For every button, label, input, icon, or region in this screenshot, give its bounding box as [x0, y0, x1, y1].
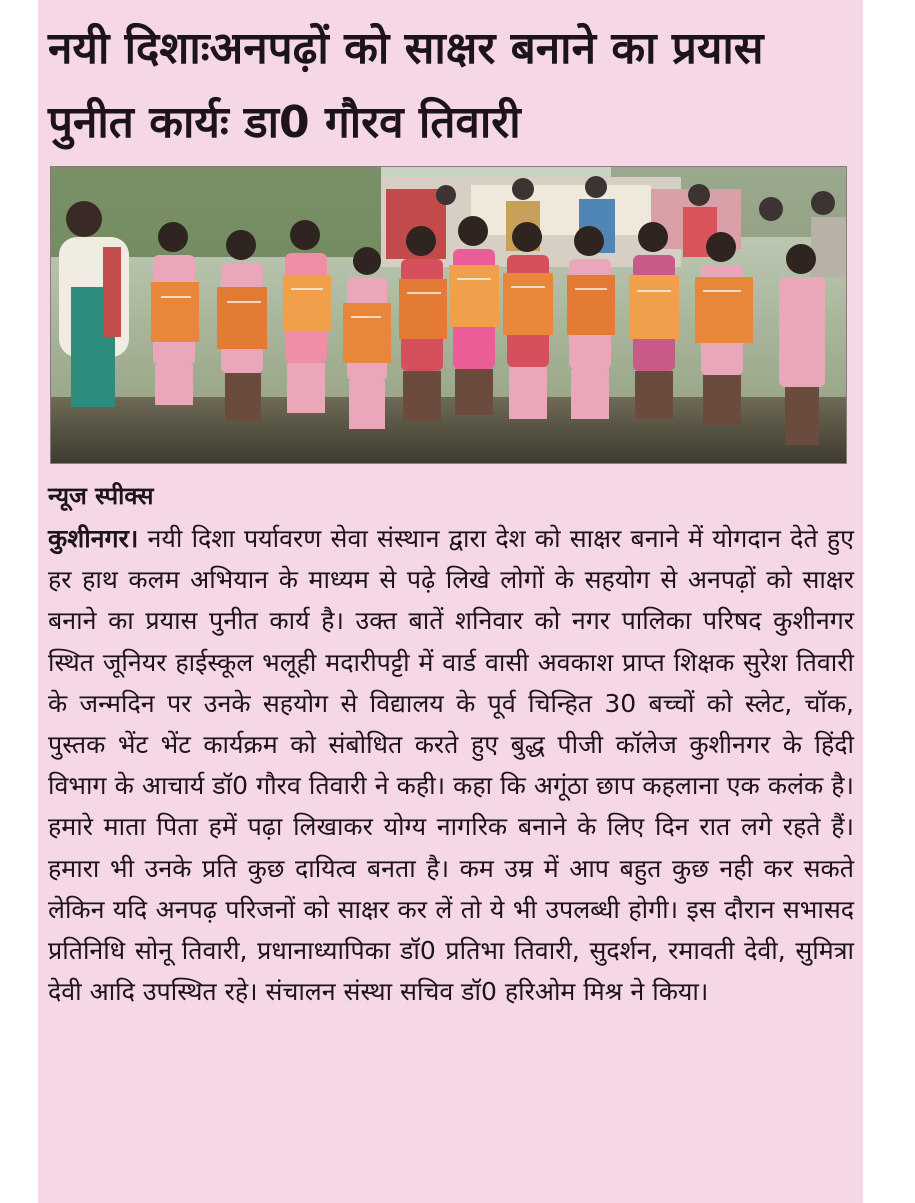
byline: न्यूज स्पीक्स — [48, 482, 154, 510]
group-photo-icon — [51, 167, 847, 464]
news-photo — [50, 166, 847, 464]
article-body — [48, 518, 854, 1012]
headline: नयी दिशाःअनपढ़ों को साक्षर बनाने का प्रयास पुनीत कार्यः डा0 गौरव तिवारी — [48, 23, 764, 148]
dateline: कुशीनगर। — [48, 524, 139, 553]
article-body-text: नयी दिशा पर्यावरण सेवा संस्थान द्वारा देश को साक्षर बनाने में योगदान देते हुए हर हाथ कलम अभियान के माध्यम से पढ़े लिखे लोगों के सहयोग से अनपढ़ों को साक्षर बनाने का प्रयास पुनीत कार्य है। उक्त बातें शनिवार को नगर पालिका परिषद कुशीनगर स्थित जूनियर हाईस्कूल भलूही मदारीपट्टी में वार्ड वासी अवकाश प्राप्त शिक्षक सुरेश तिवारी के जन्मदिन पर उनके सहयोग से विद्यालय के पूर्व चिन्हित 30 बच्चों को स्लेट, चॉक, पुस्तक भेंट भेंट कार्यक्रम को संबोधित करते हुए बुद्ध पीजी कॉलेज कुशीनगर के हिंदी विभाग के आचार्य डॉ0 गौरव तिवारी ने कही। कहा कि अगूंठा छाप कहलाना एक कलंक है। हमारे माता पिता हमें पढ़ा लिखाकर योग्य नागरिक बनाने के लिए दिन रात लगे रहते हैं। हमारा भी उनके प्रति कुछ दायित्व बनता है। कम उम्र में आप बहुत कुछ नही कर सकते लेकिन यदि अनपढ़ परिजनों को साक्षर कर लें तो ये भी उपलब्धी होगी। इस दौरान सभासद प्रतिनिधि सोनू तिवारी, प्रधानाध्यापिका डॉ0 प्रतिभा तिवारी, सुदर्शन, रमावती देवी, सुमित्रा देवी आदि उपस्थित रहे। संचालन संस्था सचिव डॉ0 हरिओम मिश्र ने किया। — [48, 524, 854, 1007]
